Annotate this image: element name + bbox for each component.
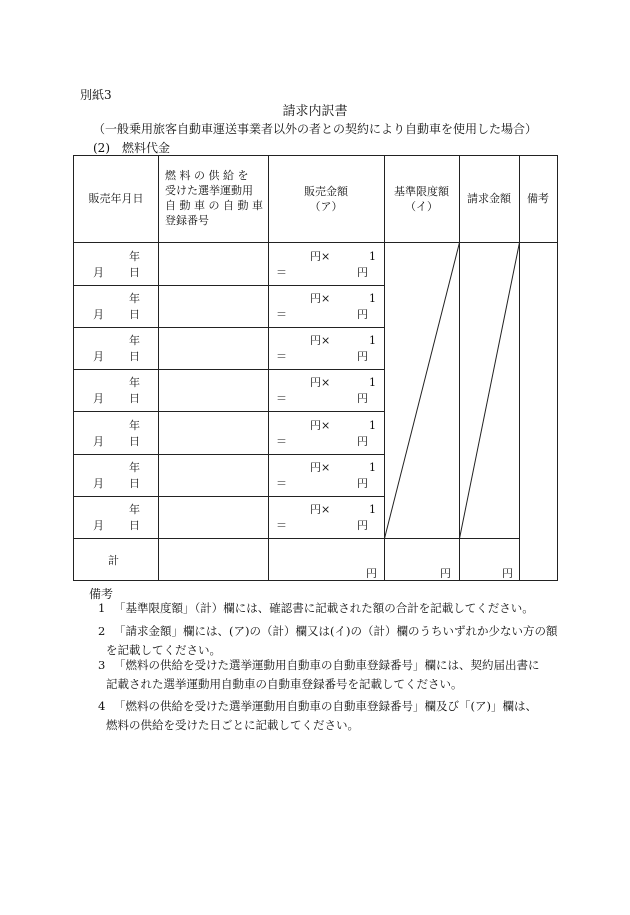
- limit-diagonal: [385, 243, 460, 539]
- row-yen-3: 円: [357, 350, 368, 363]
- header-limit-line1: 基準限度額: [394, 185, 449, 198]
- header-sales-line1: 販売金額: [304, 185, 348, 198]
- row-month-7: 月: [93, 519, 104, 532]
- row-year-6: 年: [129, 461, 140, 474]
- header-sales-line2: （ア）: [309, 200, 343, 213]
- note-number-3: 3: [98, 658, 106, 672]
- row-month-6: 月: [93, 477, 104, 490]
- notes-title: 備考: [89, 587, 114, 601]
- row-multiplier-4: 1: [369, 376, 376, 389]
- row-yen-4: 円: [357, 392, 368, 405]
- note-line2-3: 記載された選挙運動用自動車の自動車登録番号を記載してください。: [106, 677, 463, 691]
- row-equals-6: ＝: [276, 477, 287, 490]
- row-multiplier-6: 1: [369, 461, 376, 474]
- header-vehicle-line1: 燃 料 の 供 給 を: [165, 169, 249, 182]
- note-line1-3: 「燃料の供給を受けた選挙運動用自動車の自動車登録番号」欄には、契約届出書に: [114, 658, 540, 672]
- row-month-1: 月: [93, 266, 104, 279]
- total-claim-yen: 円: [502, 567, 513, 580]
- row-month-3: 月: [93, 350, 104, 363]
- row-yen-1: 円: [357, 266, 368, 279]
- row-equals-3: ＝: [276, 350, 287, 363]
- row-day-2: 日: [129, 308, 140, 321]
- note-number-1: 1: [98, 601, 106, 615]
- section-label: (2) 燃料代金: [93, 141, 170, 155]
- row-yen-times-2: 円×: [310, 292, 331, 305]
- row-year-7: 年: [129, 503, 140, 516]
- row-equals-2: ＝: [276, 308, 287, 321]
- row-year-5: 年: [129, 419, 140, 432]
- document-subtitle: （一般乗用旅客自動車運送事業者以外の者との契約により自動車を使用した場合）: [92, 122, 537, 136]
- header-vehicle-line2: 受けた選挙運動用: [165, 184, 253, 197]
- row-yen-times-6: 円×: [310, 461, 331, 474]
- row-day-3: 日: [129, 350, 140, 363]
- row-day-7: 日: [129, 519, 140, 532]
- total-limit-yen: 円: [440, 567, 451, 580]
- row-year-2: 年: [129, 292, 140, 305]
- header-vehicle-line4: 登録番号: [165, 214, 209, 227]
- row-day-4: 日: [129, 392, 140, 405]
- row-day-6: 日: [129, 477, 140, 490]
- row-yen-5: 円: [357, 435, 368, 448]
- total-label: 計: [108, 554, 119, 567]
- row-year-1: 年: [129, 250, 140, 263]
- row-multiplier-1: 1: [369, 250, 376, 263]
- row-month-4: 月: [93, 392, 104, 405]
- header-limit-amount: [384, 184, 459, 214]
- row-day-5: 日: [129, 435, 140, 448]
- row-yen-times-3: 円×: [310, 334, 331, 347]
- note-line1-1: 「基準限度額」（計）欄には、確認書に記載された額の合計を記載してください。: [114, 601, 534, 615]
- row-yen-times-7: 円×: [310, 503, 331, 516]
- total-sales-yen: 円: [366, 567, 377, 580]
- row-multiplier-5: 1: [369, 419, 376, 432]
- note-line2-4: 燃料の供給を受けた日ごとに記載してください。: [106, 718, 359, 732]
- row-yen-times-1: 円×: [310, 250, 331, 263]
- note-line1-2: 「請求金額」欄には、(ア)の（計）欄又は(イ)の（計）欄のうちいずれか少ない方の額: [114, 624, 558, 638]
- note-line1-4: 「燃料の供給を受けた選挙運動用自動車の自動車登録番号」欄及び「(ア)」欄は、: [114, 699, 537, 713]
- row-yen-2: 円: [357, 308, 368, 321]
- header-remarks: 備考: [527, 192, 549, 205]
- header-sales-amount: [268, 184, 384, 214]
- note-number-4: 4: [98, 699, 106, 713]
- row-equals-7: ＝: [276, 519, 287, 532]
- note-number-2: 2: [98, 624, 106, 638]
- note-line2-2: を記載してください。: [106, 643, 221, 657]
- header-vehicle-line3: 自 動 車 の 自 動 車: [165, 199, 263, 212]
- header-limit-line2: （イ）: [405, 200, 438, 213]
- form-number: 別紙3: [80, 88, 112, 102]
- document-title: 請求内訳書: [282, 104, 348, 119]
- row-month-5: 月: [93, 435, 104, 448]
- row-yen-times-4: 円×: [310, 376, 331, 389]
- row-year-4: 年: [129, 376, 140, 389]
- row-equals-1: ＝: [276, 266, 287, 279]
- row-year-3: 年: [129, 334, 140, 347]
- row-day-1: 日: [129, 266, 140, 279]
- header-sale-date: 販売年月日: [88, 192, 144, 205]
- row-multiplier-2: 1: [369, 292, 376, 305]
- row-equals-5: ＝: [276, 435, 287, 448]
- table-borders: [73, 155, 558, 581]
- claim-diagonal: [460, 243, 520, 539]
- header-vehicle-registration: [165, 168, 265, 228]
- row-multiplier-3: 1: [369, 334, 376, 347]
- row-equals-4: ＝: [276, 392, 287, 405]
- row-yen-6: 円: [357, 477, 368, 490]
- header-claim-amount: 請求金額: [467, 192, 511, 205]
- row-yen-7: 円: [357, 519, 368, 532]
- row-yen-times-5: 円×: [310, 419, 331, 432]
- row-month-2: 月: [93, 308, 104, 321]
- row-multiplier-7: 1: [369, 503, 376, 516]
